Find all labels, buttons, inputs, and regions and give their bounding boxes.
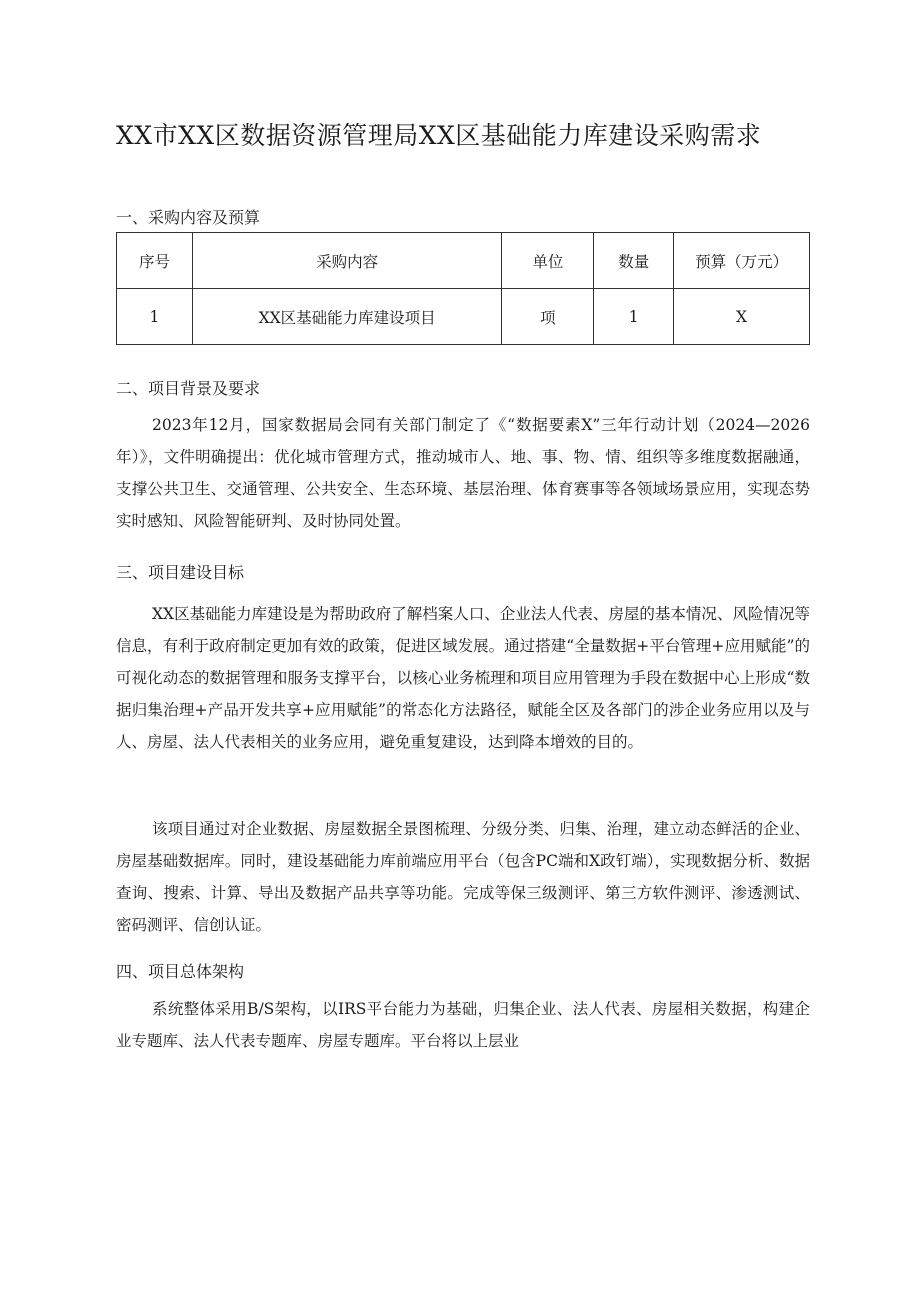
budget-table [116,232,810,345]
paragraph-goals-2: 该项目通过对企业数据、房屋数据全景图梳理、分级分类、归集、治理，建立动态鲜活的企业、房屋基础数据库。同时，建设基础能力库前端应用平台（包含PC端和X政钉端），实现数据分析、数据查询、搜索、计算、导出及数据产品共享等功能。完成等保三级测评、第三方软件测评、渗透测试、密码测评、信创认证。 [116,820,810,934]
table-cell: XX区基础能力库建设项目 [192,289,502,345]
paragraph-background: 2023年12月，国家数据局会同有关部门制定了《“数据要素X”三年行动计划（2024—2026年）》，文件明确提出：优化城市管理方式，推动城市人、地、事、物、情、组织等多维度数据融通，支撑公共卫生、交通管理、公共安全、生态环境、基层治理、体育赛事等各领域场景应用，实现态势实时感知、风险智能研判、及时协同处置。 [116,416,810,530]
table-header-cell: 数量 [594,233,674,289]
section-heading-goals: 三、项目建设目标 [116,563,245,582]
section-heading-background: 二、项目背景及要求 [116,379,261,398]
table-header-cell: 采购内容 [192,233,502,289]
paragraph-architecture: 系统整体采用B/S架构，以IRS平台能力为基础，归集企业、法人代表、房屋相关数据，构建企业专题库、法人代表专题库、房屋专题库。平台将以上层业 [116,1000,810,1050]
table-cell: 项 [502,289,594,345]
document-title: XX市XX区数据资源管理局XX区基础能力库建设采购需求 [116,121,762,150]
section-heading-architecture: 四、项目总体架构 [116,962,245,981]
table-header-cell: 序号 [117,233,193,289]
paragraph-goals-1: XX区基础能力库建设是为帮助政府了解档案人口、企业法人代表、房屋的基本情况、风险情况等信息，有利于政府制定更加有效的政策，促进区域发展。通过搭建“全量数据+平台管理+应用赋能”的可视化动态的数据管理和服务支撑平台，以核心业务梳理和项目应用管理为手段在数据中心上形成“数据归集治理+产品开发共享+应用赋能”的常态化方法路径，赋能全区及各部门的涉企业务应用以及与人、房屋、法人代表相关的业务应用，避免重复建设，达到降本增效的目的。 [116,605,810,751]
table-header-cell: 预算（万元） [674,233,810,289]
table-row [117,289,810,345]
table-cell: X [674,289,810,345]
table-header-cell: 单位 [502,233,594,289]
section-heading-procurement: 一、采购内容及预算 [116,208,261,227]
table-cell: 1 [117,289,193,345]
table-cell: 1 [594,289,674,345]
table-header-row [117,233,810,289]
